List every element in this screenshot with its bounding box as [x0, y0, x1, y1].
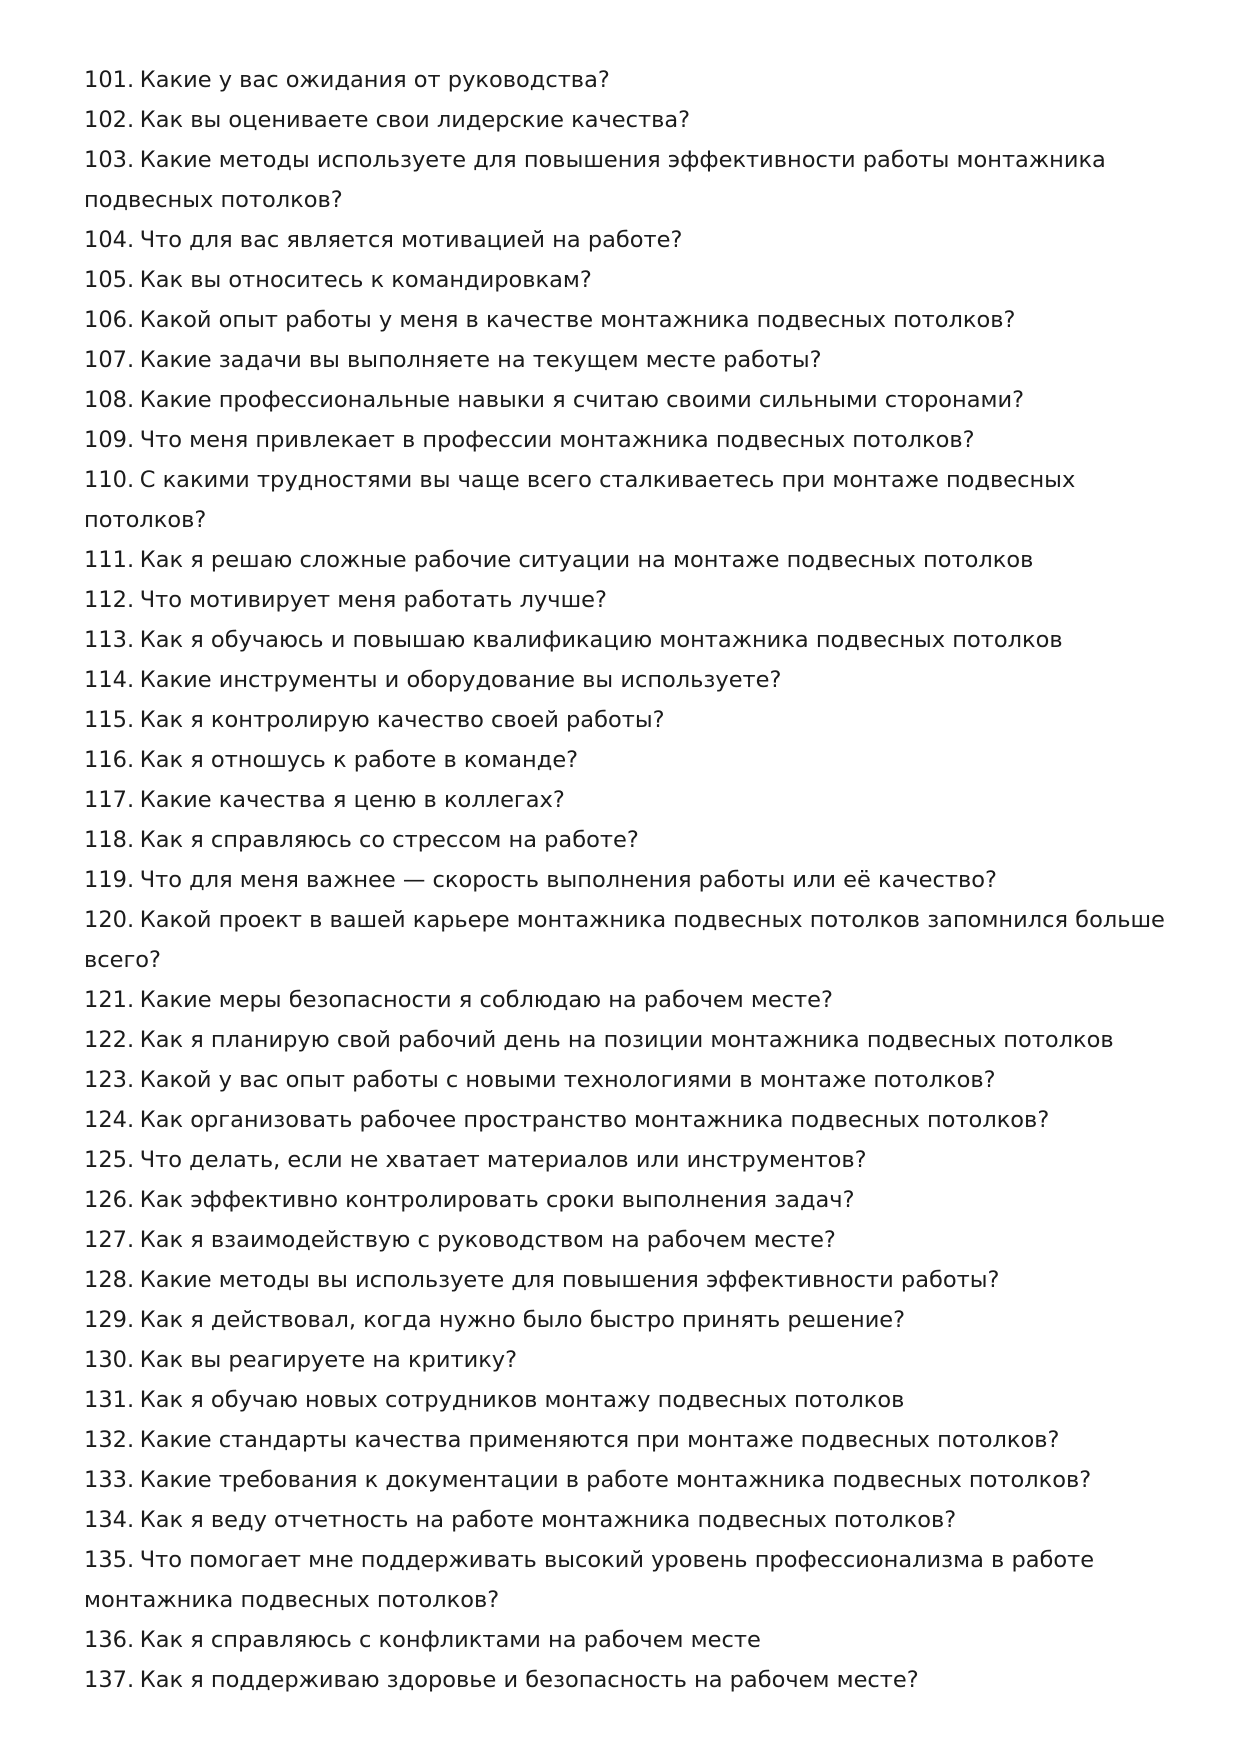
question-number: 104. [84, 227, 135, 253]
question-number: 110. [84, 467, 135, 493]
list-item [84, 1420, 1174, 1460]
list-item [84, 700, 1174, 740]
list-item [84, 540, 1174, 580]
question-number: 109. [84, 427, 135, 453]
question-text: Как я обучаюсь и повышаю квалификацию монтажника подвесных потолков [139, 627, 1063, 653]
question-number: 113. [84, 627, 135, 653]
question-text: Какие инструменты и оборудование вы используете? [139, 667, 782, 693]
question-number: 135. [84, 1547, 135, 1573]
question-number: 126. [84, 1187, 135, 1213]
question-text: Как я веду отчетность на работе монтажника подвесных потолков? [139, 1507, 957, 1533]
question-number: 108. [84, 387, 135, 413]
list-item [84, 100, 1174, 140]
question-text: Как я действовал, когда нужно было быстро принять решение? [139, 1307, 906, 1333]
question-text: Что мотивирует меня работать лучше? [139, 587, 607, 613]
question-text: Как эффективно контролировать сроки выполнения задач? [139, 1187, 855, 1213]
question-number: 105. [84, 267, 135, 293]
list-item [84, 860, 1174, 900]
question-number: 117. [84, 787, 135, 813]
list-item [84, 900, 1174, 980]
question-text: Что для меня важнее — скорость выполнения работы или её качество? [139, 867, 997, 893]
question-number: 114. [84, 667, 135, 693]
question-text: Как организовать рабочее пространство монтажника подвесных потолков? [139, 1107, 1050, 1133]
list-item [84, 460, 1174, 540]
question-text: Как я поддерживаю здоровье и безопасность на рабочем месте? [139, 1667, 919, 1693]
question-number: 116. [84, 747, 135, 773]
question-number: 122. [84, 1027, 135, 1053]
list-item [84, 980, 1174, 1020]
question-text: Какой опыт работы у меня в качестве монтажника подвесных потолков? [139, 307, 1016, 333]
question-number: 107. [84, 347, 135, 373]
list-item [84, 1500, 1174, 1540]
question-number: 120. [84, 907, 135, 933]
question-text: Как я планирую свой рабочий день на позиции монтажника подвесных потолков [139, 1027, 1114, 1053]
list-item [84, 580, 1174, 620]
list-item [84, 420, 1174, 460]
list-item [84, 1180, 1174, 1220]
list-item [84, 60, 1174, 100]
question-text: Как вы реагируете на критику? [139, 1347, 518, 1373]
question-number: 101. [84, 67, 135, 93]
list-item [84, 300, 1174, 340]
list-item [84, 620, 1174, 660]
question-text: Какой у вас опыт работы с новыми технологиями в монтаже потолков? [139, 1067, 996, 1093]
question-number: 125. [84, 1147, 135, 1173]
question-number: 123. [84, 1067, 135, 1093]
question-text: Как я справляюсь со стрессом на работе? [139, 827, 639, 853]
list-item [84, 780, 1174, 820]
question-text: Как вы оцениваете свои лидерские качества? [139, 107, 691, 133]
list-item [84, 1060, 1174, 1100]
list-item [84, 660, 1174, 700]
question-number: 124. [84, 1107, 135, 1133]
list-item [84, 1100, 1174, 1140]
list-item [84, 1300, 1174, 1340]
list-item [84, 340, 1174, 380]
question-number: 134. [84, 1507, 135, 1533]
question-number: 121. [84, 987, 135, 1013]
list-item [84, 820, 1174, 860]
question-text: Что меня привлекает в профессии монтажника подвесных потолков? [139, 427, 975, 453]
question-text: Как я взаимодействую с руководством на рабочем месте? [139, 1227, 836, 1253]
question-number: 131. [84, 1387, 135, 1413]
question-number: 119. [84, 867, 135, 893]
list-item [84, 1660, 1174, 1700]
question-text: Какие методы вы используете для повышения эффективности работы? [139, 1267, 1000, 1293]
list-item [84, 1460, 1174, 1500]
list-item [84, 1020, 1174, 1060]
question-text: Какие задачи вы выполняете на текущем месте работы? [139, 347, 822, 373]
question-number: 112. [84, 587, 135, 613]
question-number: 136. [84, 1627, 135, 1653]
question-number: 128. [84, 1267, 135, 1293]
question-text: Что для вас является мотивацией на работе? [139, 227, 683, 253]
question-text: Что помогает мне поддерживать высокий уровень профессионализма в работе монтажника подвесных потолков? [84, 1547, 1095, 1613]
question-text: Какие качества я ценю в коллегах? [139, 787, 565, 813]
question-number: 133. [84, 1467, 135, 1493]
question-text: Как я отношусь к работе в команде? [139, 747, 579, 773]
question-number: 106. [84, 307, 135, 333]
question-text: Какие меры безопасности я соблюдаю на рабочем месте? [139, 987, 833, 1013]
question-number: 115. [84, 707, 135, 733]
question-text: Как я обучаю новых сотрудников монтажу подвесных потолков [139, 1387, 905, 1413]
question-text: Как я контролирую качество своей работы? [139, 707, 665, 733]
question-number: 103. [84, 147, 135, 173]
question-number: 102. [84, 107, 135, 133]
question-text: Какие у вас ожидания от руководства? [139, 67, 610, 93]
question-text: Какие требования к документации в работе монтажника подвесных потолков? [139, 1467, 1092, 1493]
list-item [84, 220, 1174, 260]
list-item [84, 1260, 1174, 1300]
document-page [84, 60, 1174, 1700]
list-item [84, 1380, 1174, 1420]
list-item [84, 260, 1174, 300]
question-text: Какой проект в вашей карьере монтажника подвесных потолков запомнился больше всего? [84, 907, 1165, 973]
list-item [84, 380, 1174, 420]
question-number: 137. [84, 1667, 135, 1693]
question-text: Как я справляюсь с конфликтами на рабочем месте [139, 1627, 761, 1653]
question-text: С какими трудностями вы чаще всего сталкиваетесь при монтаже подвесных потолков? [84, 467, 1076, 533]
list-item [84, 1340, 1174, 1380]
list-item [84, 140, 1174, 220]
list-item [84, 1620, 1174, 1660]
list-item [84, 1540, 1174, 1620]
question-number: 118. [84, 827, 135, 853]
question-text: Какие методы используете для повышения эффективности работы монтажника подвесных потолков? [84, 147, 1106, 213]
question-number: 111. [84, 547, 135, 573]
question-text: Что делать, если не хватает материалов или инструментов? [139, 1147, 867, 1173]
list-item [84, 1220, 1174, 1260]
question-text: Как я решаю сложные рабочие ситуации на монтаже подвесных потолков [139, 547, 1034, 573]
question-text: Какие профессиональные навыки я считаю своими сильными сторонами? [139, 387, 1025, 413]
list-item [84, 740, 1174, 780]
question-number: 130. [84, 1347, 135, 1373]
question-number: 129. [84, 1307, 135, 1333]
question-list [84, 60, 1174, 1700]
question-text: Какие стандарты качества применяются при монтаже подвесных потолков? [139, 1427, 1060, 1453]
question-number: 132. [84, 1427, 135, 1453]
list-item [84, 1140, 1174, 1180]
question-text: Как вы относитесь к командировкам? [139, 267, 592, 293]
question-number: 127. [84, 1227, 135, 1253]
